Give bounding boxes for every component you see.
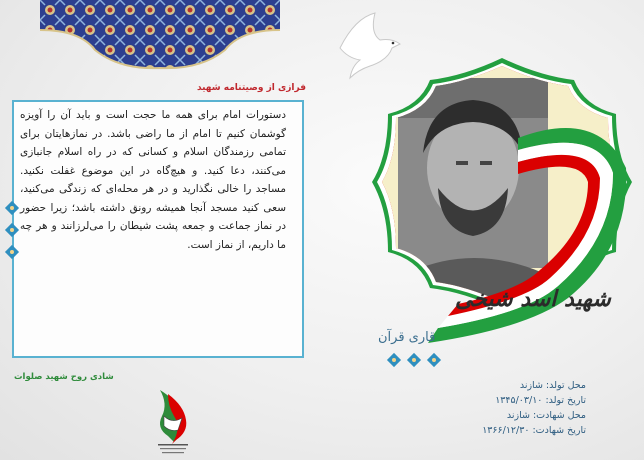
will-excerpt-text: دستورات امام برای همه ما حجت است و باید آن را آویزه گوشمان کنیم تا امام از ما راضی باشد. در نمازهایتان برای تمامی رزمندگان اسلام و کسانی که در راه اسلام جانبازی می‌کنند، دعا کنید. و هیچ‌گاه در این موضوع غفلت نکنید. مساجد را خالی نگذارید و در هر محله‌ای که زندگی می‌کنید، سعی کنید مسجد آنجا همیشه رونق داشته باشد؛ زیرا حضور در نماز جماعت و جمعه پشت شیطان را می‌لرزانند و هر چه ما داریم، از نماز است. <box>20 109 286 251</box>
martyr-title: قاری قرآن <box>378 330 436 345</box>
martyrdom-date: تاریخ شهادت: ۱۳۶۶/۱۲/۳۰ <box>482 425 586 436</box>
footer-prayer: شادی روح شهید صلوات <box>14 372 114 382</box>
martyr-info-list <box>418 378 586 438</box>
birth-place: محل تولد: شازند <box>519 380 586 391</box>
martyrdom-place: محل شهادت: شازند <box>506 410 586 421</box>
diamond-ornament-icon <box>386 352 446 368</box>
section-title: فرازی از وصیتنامه شهید <box>196 83 306 93</box>
diamond-ornament-icon <box>4 200 20 260</box>
tile-ornament-icon <box>40 0 280 70</box>
martyr-name: شهید اسد شیخی <box>455 286 611 312</box>
organization-logo-icon <box>138 386 208 458</box>
birth-date: تاریخ تولد: ۱۳۴۵/۰۳/۱۰ <box>495 395 586 406</box>
